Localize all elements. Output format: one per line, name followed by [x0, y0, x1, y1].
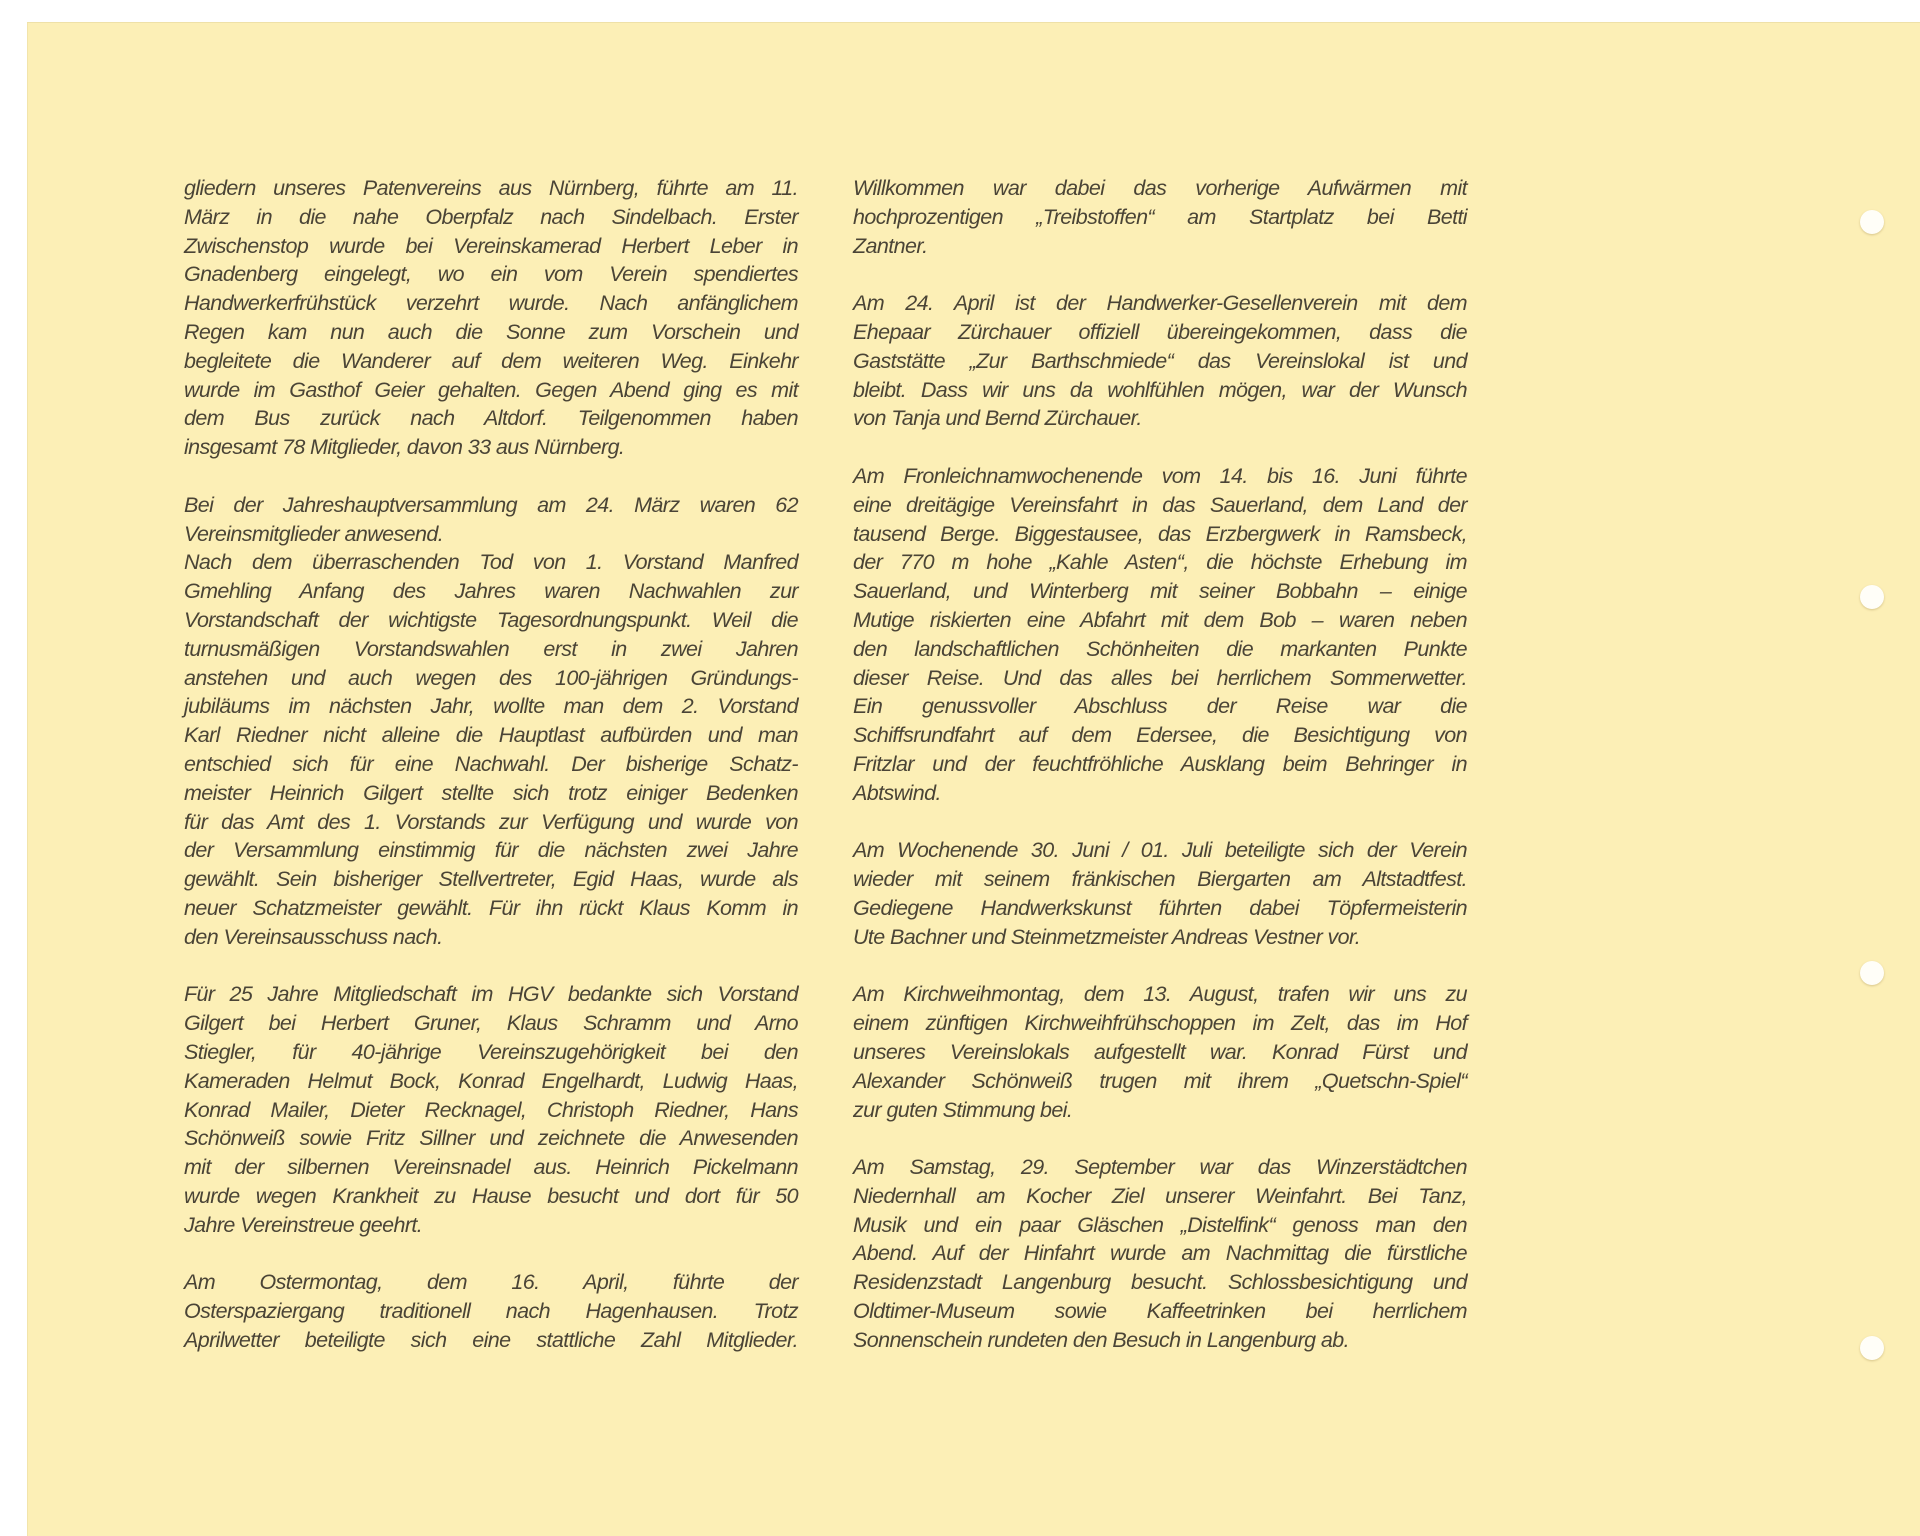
text-line: einem zünftigen Kirchweihfrühschoppen im Zelt, das im Hof	[853, 1011, 1467, 1036]
text-line: Gnadenberg eingelegt, wo ein vom Verein spendiertes	[184, 262, 798, 287]
text-line: Residenzstadt Langenburg besucht. Schlossbesichtigung und	[853, 1270, 1467, 1295]
punch-hole	[1860, 961, 1884, 985]
text-line: Konrad Mailer, Dieter Recknagel, Christoph Riedner, Hans	[184, 1097, 798, 1122]
text-line: Osterspaziergang traditionell nach Hagenhausen. Trotz	[184, 1299, 798, 1324]
text-line: meister Heinrich Gilgert stellte sich trotz einiger Bedenken	[184, 780, 798, 805]
text-line: Fritzlar und der feuchtfröhliche Ausklang beim Behringer in	[853, 751, 1467, 776]
text-line: Gediegene Handwerkskunst führten dabei Töpfermeisterin	[853, 895, 1467, 920]
text-line: hochprozentigen „Treibstoffen“ am Startplatz bei Betti	[853, 204, 1467, 229]
paragraph	[853, 462, 1467, 808]
text-line: jubiläums im nächsten Jahr, wollte man dem 2. Vorstand	[184, 694, 798, 719]
text-line: Nach dem überraschenden Tod von 1. Vorstand Manfred	[184, 550, 798, 575]
text-line: von Tanja und Bernd Zürchauer.	[853, 406, 1142, 431]
text-line: Musik und ein paar Gläschen „Distelfink“ genoss man den	[853, 1212, 1467, 1237]
text-line: Am 24. April ist der Handwerker-Gesellenverein mit dem	[853, 291, 1467, 316]
text-line: Schönweiß sowie Fritz Sillner und zeichnete die Anwesenden	[184, 1126, 798, 1151]
text-line: Abend. Auf der Hinfahrt wurde am Nachmittag die fürstliche	[853, 1241, 1467, 1266]
text-line: Am Ostermontag, dem 16. April, führte der	[184, 1270, 798, 1295]
text-line: Jahre Vereinstreue geehrt.	[184, 1212, 423, 1237]
text-line: Abtswind.	[853, 780, 941, 805]
text-line: Niedernhall am Kocher Ziel unserer Weinfahrt. Bei Tanz,	[853, 1183, 1467, 1208]
text-line: Zwischenstop wurde bei Vereinskamerad Herbert Leber in	[184, 233, 798, 258]
punch-hole	[1860, 585, 1884, 609]
text-line: Handwerkerfrühstück verzehrt wurde. Nach anfänglichem	[184, 291, 798, 316]
text-line: wurde im Gasthof Geier gehalten. Gegen Abend ging es mit	[184, 377, 798, 402]
text-line: wieder mit seinem fränkischen Biergarten am Altstadtfest.	[853, 867, 1467, 892]
paragraph	[184, 980, 798, 1239]
text-line: neuer Schatzmeister gewählt. Für ihn rückt Klaus Komm in	[184, 895, 798, 920]
text-line: Vorstandschaft der wichtigste Tagesordnungspunkt. Weil die	[184, 607, 798, 632]
text-line: zur guten Stimmung bei.	[853, 1097, 1073, 1122]
text-line: Oldtimer-Museum sowie Kaffeetrinken bei herrlichem	[853, 1299, 1467, 1324]
paragraph	[853, 836, 1467, 951]
punch-hole	[1860, 210, 1884, 234]
text-line: für das Amt des 1. Vorstands zur Verfügung und wurde von	[184, 809, 798, 834]
text-line: Ein genussvoller Abschluss der Reise war die	[853, 694, 1467, 719]
text-line: Gilgert bei Herbert Gruner, Klaus Schramm und Arno	[184, 1011, 798, 1036]
paragraph	[184, 174, 798, 462]
text-line: Am Fronleichnamwochenende vom 14. bis 16. Juni führte	[853, 463, 1467, 488]
text-line: unseres Vereinslokals aufgestellt war. Konrad Fürst und	[853, 1039, 1467, 1064]
text-line: gewählt. Sein bisheriger Stellvertreter, Egid Haas, wurde als	[184, 867, 798, 892]
text-line: eine dreitägige Vereinsfahrt in das Sauerland, dem Land der	[853, 492, 1467, 517]
text-line: Am Wochenende 30. Juni / 01. Juli beteiligte sich der Verein	[853, 838, 1467, 863]
text-line: turnusmäßigen Vorstandswahlen erst in zwei Jahren	[184, 636, 798, 661]
text-line: der 770 m hohe „Kahle Asten“, die höchste Erhebung im	[853, 550, 1467, 575]
paragraph	[184, 548, 798, 951]
right-column	[853, 174, 1467, 1383]
text-line: Aprilwetter beteiligte sich eine stattliche Zahl Mitglieder.	[184, 1327, 798, 1352]
text-line: Sonnenschein rundeten den Besuch in Langenburg ab.	[853, 1327, 1349, 1352]
paragraph	[853, 289, 1467, 433]
text-line: wurde wegen Krankheit zu Hause besucht und dort für 50	[184, 1183, 798, 1208]
text-line: Willkommen war dabei das vorherige Aufwärmen mit	[853, 176, 1467, 200]
text-line: Gmehling Anfang des Jahres waren Nachwahlen zur	[184, 579, 798, 604]
paragraph	[853, 980, 1467, 1124]
text-line: Ute Bachner und Steinmetzmeister Andreas Vestner vor.	[853, 924, 1361, 949]
text-line: Karl Riedner nicht alleine die Hauptlast aufbürden und man	[184, 723, 798, 748]
text-line: Am Samstag, 29. September war das Winzerstädtchen	[853, 1155, 1467, 1180]
text-line: insgesamt 78 Mitglieder, davon 33 aus Nürnberg.	[184, 435, 625, 460]
left-column	[184, 174, 798, 1383]
text-line: Gaststätte „Zur Barthschmiede“ das Vereinslokal ist und	[853, 348, 1467, 373]
text-line: Regen kam nun auch die Sonne zum Vorschein und	[184, 319, 798, 344]
paragraph	[184, 491, 798, 549]
text-line: gliedern unseres Patenvereins aus Nürnberg, führte am 11.	[184, 176, 798, 200]
text-line: Am Kirchweihmontag, dem 13. August, trafen wir uns zu	[853, 982, 1467, 1007]
text-line: mit der silbernen Vereinsnadel aus. Heinrich Pickelmann	[184, 1155, 798, 1180]
text-line: anstehen und auch wegen des 100-jährigen Gründungs-	[184, 665, 798, 690]
text-line: den landschaftlichen Schönheiten die markanten Punkte	[853, 636, 1467, 661]
text-line: bleibt. Dass wir uns da wohlfühlen mögen, war der Wunsch	[853, 377, 1467, 402]
paragraph	[853, 174, 1467, 260]
text-line: dem Bus zurück nach Altdorf. Teilgenommen haben	[184, 406, 798, 431]
text-line: dieser Reise. Und das alles bei herrlichem Sommerwetter.	[853, 665, 1467, 690]
text-line: Mutige riskierten eine Abfahrt mit dem Bob – waren neben	[853, 607, 1467, 632]
paragraph	[184, 1268, 798, 1354]
text-line: Vereinsmitglieder anwesend.	[184, 521, 444, 546]
text-line: März in die nahe Oberpfalz nach Sindelbach. Erster	[184, 204, 798, 229]
text-line: Zantner.	[853, 233, 928, 258]
text-line: Bei der Jahreshauptversammlung am 24. März waren 62	[184, 492, 798, 517]
text-line: der Versammlung einstimmig für die nächsten zwei Jahre	[184, 838, 798, 863]
text-line: Ehepaar Zürchauer offiziell übereingekommen, dass die	[853, 319, 1467, 344]
text-line: Sauerland, und Winterberg mit seiner Bobbahn – einige	[853, 579, 1467, 604]
text-line: Stiegler, für 40-jährige Vereinszugehörigkeit bei den	[184, 1039, 798, 1064]
text-line: entschied sich für eine Nachwahl. Der bisherige Schatz-	[184, 751, 798, 776]
text-line: Alexander Schönweiß trugen mit ihrem „Quetschn-Spiel“	[853, 1068, 1467, 1093]
text-line: den Vereinsausschuss nach.	[184, 924, 443, 949]
text-line: begleitete die Wanderer auf dem weiteren Weg. Einkehr	[184, 348, 798, 373]
text-line: Schiffsrundfahrt auf dem Edersee, die Besichtigung von	[853, 723, 1467, 748]
punch-hole	[1860, 1336, 1884, 1360]
paragraph	[853, 1153, 1467, 1355]
text-line: Für 25 Jahre Mitgliedschaft im HGV bedankte sich Vorstand	[184, 982, 798, 1007]
text-line: tausend Berge. Biggestausee, das Erzbergwerk in Ramsbeck,	[853, 521, 1467, 546]
text-line: Kameraden Helmut Bock, Konrad Engelhardt, Ludwig Haas,	[184, 1068, 798, 1093]
